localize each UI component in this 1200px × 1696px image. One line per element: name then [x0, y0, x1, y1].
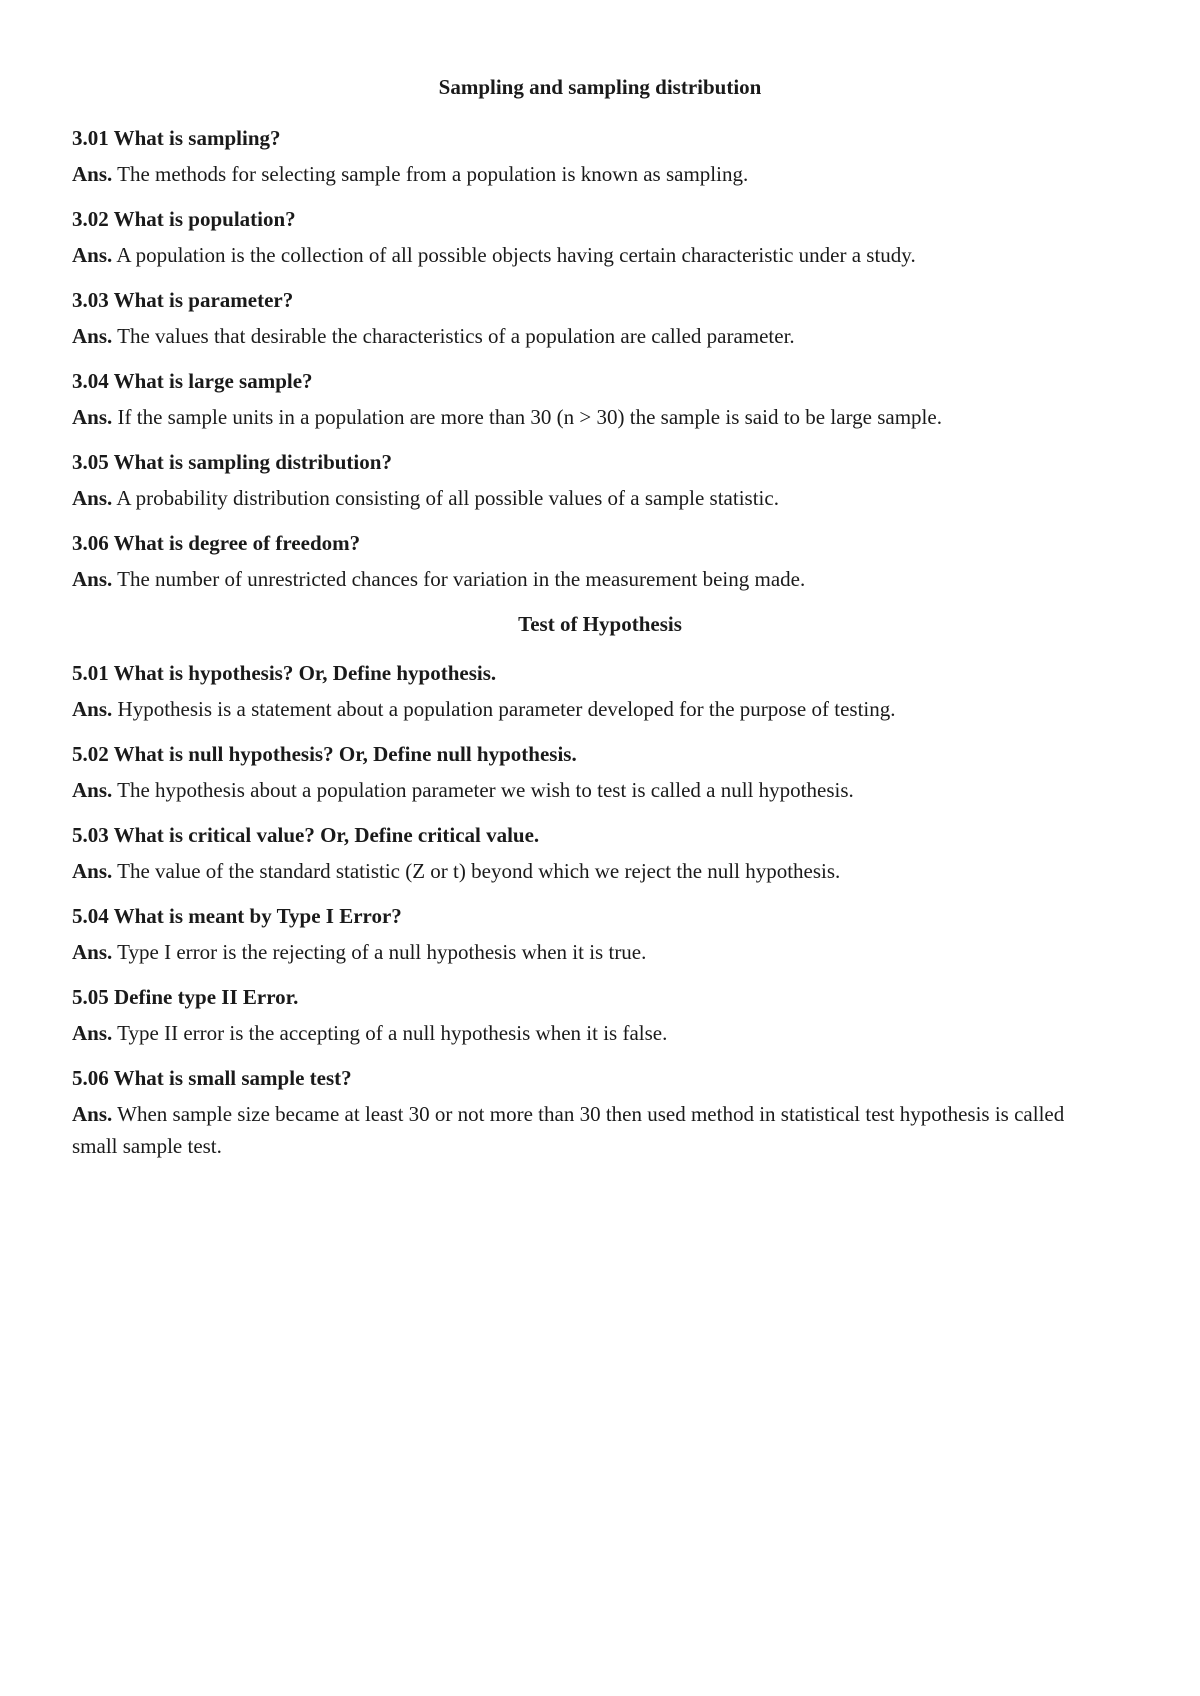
answer-label: Ans. [72, 324, 113, 348]
answer [72, 855, 1072, 887]
answer [72, 401, 1072, 433]
qa-item [72, 742, 1072, 806]
answer-text: If the sample units in a population are more than 30 (n > 30) the sample is said to be large sample. [117, 405, 942, 429]
question: 5.03 What is critical value? Or, Define critical value. [72, 823, 540, 847]
answer-text: The number of unrestricted chances for variation in the measurement being made. [117, 567, 806, 591]
qa-item [72, 288, 1072, 352]
section-title-sampling: Sampling and sampling distribution [438, 75, 762, 99]
answer-text: A probability distribution consisting of all possible values of a sample statistic. [116, 486, 779, 510]
answer-text: Type II error is the accepting of a null hypothesis when it is false. [117, 1021, 668, 1045]
answer-label: Ans. [72, 1021, 113, 1045]
question: 3.04 What is large sample? [72, 369, 313, 393]
qa-item [72, 904, 1072, 968]
question: 5.05 Define type II Error. [72, 985, 299, 1009]
answer [72, 1098, 1072, 1162]
answer [72, 936, 1072, 968]
answer [72, 693, 1072, 725]
question: 5.01 What is hypothesis? Or, Define hypothesis. [72, 661, 497, 685]
answer [72, 482, 1072, 514]
qa-item [72, 531, 1072, 595]
answer-label: Ans. [72, 697, 113, 721]
question: 3.06 What is degree of freedom? [72, 531, 361, 555]
answer-text: The values that desirable the characteristics of a population are called parameter. [117, 324, 795, 348]
answer-label: Ans. [72, 486, 113, 510]
qa-item [72, 661, 1072, 725]
answer [72, 158, 1072, 190]
answer-text: Hypothesis is a statement about a population parameter developed for the purpose of testing. [117, 697, 896, 721]
answer-label: Ans. [72, 940, 113, 964]
answer-label: Ans. [72, 1102, 113, 1126]
question: 3.05 What is sampling distribution? [72, 450, 392, 474]
answer-text: The hypothesis about a population parameter we wish to test is called a null hypothesis. [117, 778, 854, 802]
answer-text: Type I error is the rejecting of a null hypothesis when it is true. [117, 940, 647, 964]
qa-item [72, 126, 1072, 190]
answer [72, 774, 1072, 806]
answer-text: The methods for selecting sample from a population is known as sampling. [117, 162, 749, 186]
answer [72, 1017, 1072, 1049]
answer-label: Ans. [72, 243, 113, 267]
qa-item [72, 207, 1072, 271]
question: 3.02 What is population? [72, 207, 296, 231]
answer-label: Ans. [72, 859, 113, 883]
question: 3.01 What is sampling? [72, 126, 281, 150]
answer [72, 320, 1072, 352]
qa-item [72, 450, 1072, 514]
answer-label: Ans. [72, 162, 113, 186]
question: 3.03 What is parameter? [72, 288, 294, 312]
answer [72, 239, 1072, 271]
qa-item [72, 369, 1072, 433]
section-title-hypothesis: Test of Hypothesis [518, 612, 682, 636]
answer-label: Ans. [72, 567, 113, 591]
answer-text: When sample size became at least 30 or not more than 30 then used method in statistical test hypothesis is called small sample test. [72, 1102, 1065, 1158]
answer [72, 563, 1072, 595]
question: 5.04 What is meant by Type I Error? [72, 904, 402, 928]
answer-label: Ans. [72, 405, 113, 429]
qa-item [72, 823, 1072, 887]
qa-item [72, 985, 1072, 1049]
answer-text: A population is the collection of all possible objects having certain characteristic under a study. [116, 243, 916, 267]
answer-text: The value of the standard statistic (Z or t) beyond which we reject the null hypothesis. [117, 859, 841, 883]
question: 5.06 What is small sample test? [72, 1066, 352, 1090]
answer-label: Ans. [72, 778, 113, 802]
question: 5.02 What is null hypothesis? Or, Define null hypothesis. [72, 742, 577, 766]
qa-item [72, 1066, 1072, 1162]
